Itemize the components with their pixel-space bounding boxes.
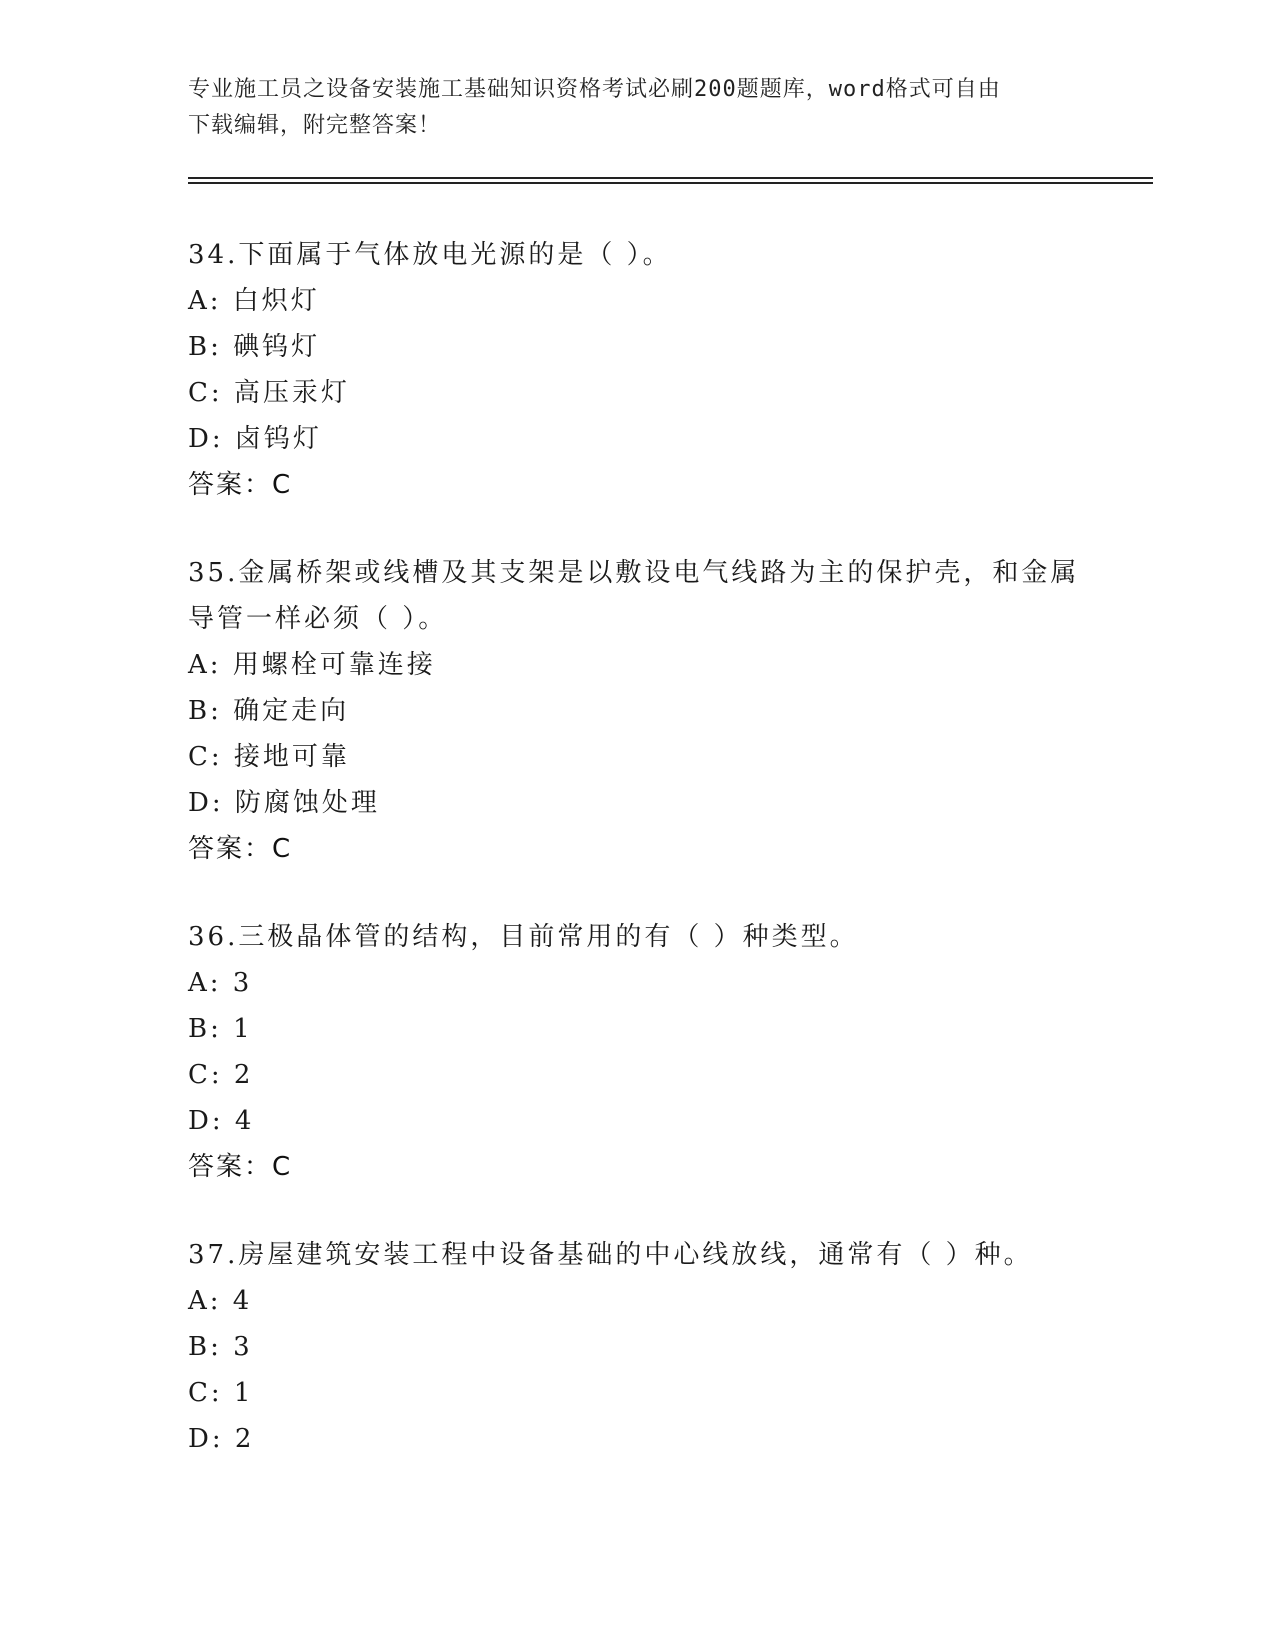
question-stem-line-2: 导管一样必须（ ）。 bbox=[188, 604, 448, 634]
question-stem-line-1: 35.金属桥架或线槽及其支架是以敷设电气线路为主的保护壳，和金属 bbox=[188, 558, 1080, 588]
answer: 答案：C bbox=[188, 470, 293, 500]
option-c: C: 2 bbox=[188, 1060, 254, 1090]
header-divider-top bbox=[188, 177, 1153, 179]
option-a: A: 白炽灯 bbox=[188, 286, 320, 316]
header-line-1: 专业施工员之设备安装施工基础知识资格考试必刷200题题库，word格式可自由 bbox=[188, 77, 1001, 102]
question-34 bbox=[188, 232, 1088, 508]
question-list bbox=[188, 232, 1088, 1504]
answer: 答案：C bbox=[188, 1152, 293, 1182]
header-divider-bottom bbox=[188, 182, 1153, 184]
option-d: D: 防腐蚀处理 bbox=[188, 788, 380, 818]
option-c: C: 1 bbox=[188, 1378, 254, 1408]
option-b: B: 3 bbox=[188, 1332, 253, 1362]
answer: 答案：C bbox=[188, 834, 293, 864]
question-36 bbox=[188, 914, 1088, 1190]
option-d: D: 4 bbox=[188, 1106, 255, 1136]
option-b: B: 1 bbox=[188, 1014, 253, 1044]
question-stem: 36.三极晶体管的结构，目前常用的有（ ）种类型。 bbox=[188, 922, 859, 952]
option-a: A: 4 bbox=[188, 1286, 253, 1316]
question-stem: 37.房屋建筑安装工程中设备基础的中心线放线，通常有（ ）种。 bbox=[188, 1240, 1033, 1270]
question-35 bbox=[188, 550, 1088, 872]
option-b: B: 碘钨灯 bbox=[188, 332, 321, 362]
option-c: C: 接地可靠 bbox=[188, 742, 350, 772]
option-d: D: 卤钨灯 bbox=[188, 424, 322, 454]
document-header bbox=[188, 72, 1068, 144]
question-stem: 34.下面属于气体放电光源的是（ ）。 bbox=[188, 240, 672, 270]
option-c: C: 高压汞灯 bbox=[188, 378, 350, 408]
question-37 bbox=[188, 1232, 1088, 1462]
option-d: D: 2 bbox=[188, 1424, 255, 1454]
option-b: B: 确定走向 bbox=[188, 696, 350, 726]
option-a: A: 3 bbox=[188, 968, 253, 998]
header-line-2: 下载编辑，附完整答案！ bbox=[188, 113, 442, 138]
option-a: A: 用螺栓可靠连接 bbox=[188, 650, 436, 680]
